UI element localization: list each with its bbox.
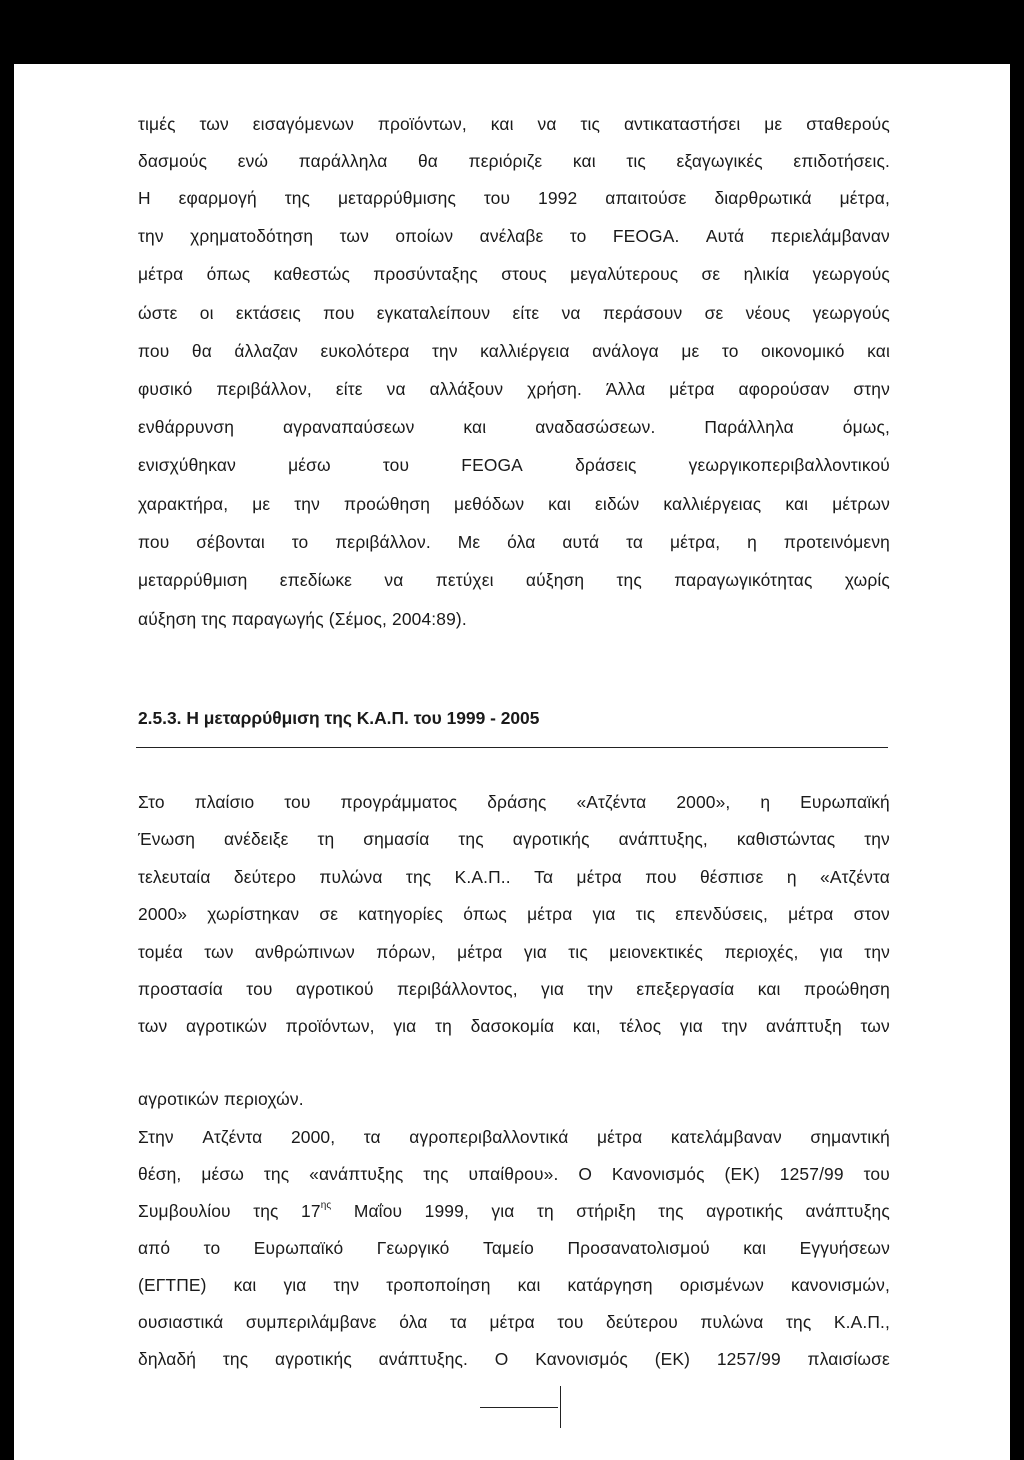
word: δηλαδή <box>138 1349 197 1369</box>
word: μέσω <box>201 1164 244 1184</box>
p4-l3-w4: 1999, <box>424 1201 469 1221</box>
word: δασοκομία <box>470 1016 555 1037</box>
word: εκτάσεις <box>235 302 301 323</box>
word: του <box>246 979 273 999</box>
word: το <box>203 1238 221 1258</box>
paragraph4-line <box>138 1125 890 1149</box>
word: την <box>138 226 164 247</box>
word: μεθόδων <box>454 493 525 514</box>
word: γεωργούς <box>812 264 890 285</box>
word: εξαγωγικές <box>676 151 763 171</box>
word: ευκολότερα <box>320 340 410 361</box>
word: και <box>463 417 487 438</box>
word: μειονεκτικές <box>609 941 704 962</box>
word: 2000, <box>290 1127 336 1147</box>
word: τιμές <box>138 114 176 134</box>
word: χωρίς <box>844 570 890 590</box>
word: και, <box>572 1016 601 1037</box>
paragraph4-rest-line <box>138 1310 890 1334</box>
word: είτε <box>335 379 363 399</box>
p4-l3-day: 17 <box>301 1201 321 1221</box>
p4-l3-w8: της <box>658 1201 684 1221</box>
paragraph3-line <box>138 790 890 814</box>
word: ανέδειξε <box>224 829 289 850</box>
word: των <box>138 1016 168 1037</box>
word: είτε <box>512 302 540 323</box>
word: αναδασώσεων. <box>535 417 656 438</box>
word: σημαντική <box>810 1127 890 1147</box>
paragraph3-line <box>138 940 890 964</box>
word: ενώ <box>237 151 269 171</box>
word: που <box>138 531 170 552</box>
p4-l3-w10: ανάπτυξης <box>805 1201 890 1221</box>
paragraph2-line <box>138 492 890 516</box>
word: το <box>569 226 587 247</box>
word: στην <box>853 379 890 399</box>
footer-dash <box>480 1407 558 1408</box>
word: καλλιέργειας <box>663 493 762 514</box>
word: χαρακτήρα, <box>138 493 229 514</box>
word: που <box>645 866 677 887</box>
word: να <box>384 570 404 590</box>
paragraph2-line <box>138 224 890 248</box>
word: αυτά <box>562 531 600 552</box>
word: μέτρα, <box>669 531 721 552</box>
word: FEOGA. <box>612 226 680 247</box>
word: προγράμματος <box>340 792 458 812</box>
p4-l3-w6: τη <box>536 1201 554 1221</box>
footer-bar <box>560 1386 561 1428</box>
word: αντικαταστήσει <box>623 114 741 134</box>
word: χρήση. <box>527 379 582 399</box>
word: την <box>333 1275 360 1295</box>
word: Ευρωπαϊκή <box>800 792 890 812</box>
word: 2000» <box>138 904 188 925</box>
word: γεωργικοπεριβαλλοντικού <box>688 455 890 476</box>
word: πόρων, <box>376 941 436 962</box>
word: οι <box>199 302 214 323</box>
word: τη <box>317 829 335 850</box>
word: των <box>199 114 229 134</box>
word: για <box>592 904 616 925</box>
word: αλλάξουν <box>429 379 504 399</box>
word: την <box>587 979 614 999</box>
word: τα <box>363 1127 381 1147</box>
paragraph2-line <box>138 339 890 363</box>
word: πλαισίωσε <box>807 1349 890 1369</box>
word: για <box>523 941 547 962</box>
word: ανέλαβε <box>479 226 544 247</box>
word: στον <box>853 904 890 925</box>
word: Με <box>457 531 481 552</box>
word: αγροτικών <box>186 1016 267 1037</box>
word: μέσω <box>288 455 331 476</box>
word: την <box>431 340 458 361</box>
word: και <box>867 340 890 361</box>
word: εφαρμογή <box>178 188 257 208</box>
word: Εγγυήσεων <box>799 1238 890 1258</box>
word: και <box>572 151 596 171</box>
word: χρηματοδότηση <box>190 226 314 247</box>
paragraph3-line <box>138 865 890 889</box>
word: ορισμένων <box>679 1275 764 1295</box>
word: του <box>483 188 511 208</box>
paragraph2-line <box>138 262 890 286</box>
word: Κανονισμός <box>535 1349 628 1369</box>
word: προστασία <box>138 979 223 999</box>
word: «ανάπτυξης <box>309 1164 404 1184</box>
word: με <box>252 493 271 514</box>
word: μέτρα <box>527 904 573 925</box>
paragraph2-line <box>138 530 890 554</box>
word: Γεωργικό <box>376 1238 450 1258</box>
word: τομέα <box>138 941 183 962</box>
word: θα <box>191 340 212 361</box>
word: δεύτερο <box>233 866 297 887</box>
p4-l3-w5: για <box>491 1201 515 1221</box>
word: μέτρων <box>832 493 890 514</box>
word: να <box>537 114 557 134</box>
word: εισαγόμενων <box>252 114 354 134</box>
word: η <box>786 866 797 887</box>
word: αγραναπαύσεων <box>283 417 415 438</box>
word: ενθάρρυνση <box>138 417 235 438</box>
word: ανάλογα <box>592 340 659 361</box>
word: να <box>561 302 581 323</box>
word: σέβονται <box>196 531 265 552</box>
word: Προσανατολισμού <box>567 1238 710 1258</box>
word: επενδύσεις, <box>675 904 768 925</box>
word: Κ.Α.Π.. <box>454 866 511 887</box>
word: Η <box>138 188 151 208</box>
word: περιβάλλον. <box>335 531 431 552</box>
word: τα <box>449 1312 467 1332</box>
word: πυλώνα <box>700 1312 764 1332</box>
paragraph2-line <box>138 186 890 210</box>
word: (ΕΚ) <box>654 1349 691 1369</box>
word: όλα <box>507 531 536 552</box>
word: Κανονισμός <box>611 1164 705 1184</box>
word: για <box>541 979 565 999</box>
paragraph2-line <box>138 453 890 477</box>
word: ανάπτυξης, <box>618 829 708 850</box>
word: Ταμείο <box>482 1238 534 1258</box>
word: χωρίστηκαν <box>207 904 300 925</box>
word: της <box>263 1164 290 1184</box>
word: ειδών <box>595 493 640 514</box>
paragraph-4-line-3 <box>138 1199 890 1223</box>
word: αγροπεριβαλλοντικά <box>409 1127 569 1147</box>
word: θέσπισε <box>699 866 764 887</box>
word: Κ.Α.Π., <box>833 1312 890 1332</box>
word: πυλώνα <box>319 866 383 887</box>
word: σε <box>319 904 339 925</box>
word: μέτρα <box>669 379 715 399</box>
word: προώθηση <box>803 979 890 999</box>
word: γεωργούς <box>812 302 890 323</box>
word: προώθηση <box>343 493 431 514</box>
word: και <box>548 493 572 514</box>
word: των <box>860 1016 890 1037</box>
word: αγροτικής <box>512 829 590 850</box>
p4-l3-ordinal: ης <box>320 1200 332 1211</box>
paragraph4-rest-line <box>138 1236 890 1260</box>
word: καθιστώντας <box>736 829 836 850</box>
paragraph-3-last-line: αγροτικών περιοχών. <box>138 1089 304 1109</box>
word: η <box>760 792 771 812</box>
word: FEOGA <box>461 455 523 476</box>
word: μέτρα <box>138 264 184 285</box>
paragraph2-line <box>138 301 890 325</box>
word: Ένωση <box>138 829 196 850</box>
word: μέτρα <box>576 866 622 887</box>
word: για <box>819 941 843 962</box>
word: κατάργηση <box>567 1275 653 1295</box>
word: της <box>458 829 484 850</box>
word: του <box>557 1312 584 1332</box>
paragraph3-line <box>138 1014 890 1038</box>
word: επεδίωκε <box>279 570 353 590</box>
word: τελευταία <box>138 866 211 887</box>
word: οικονομικό <box>761 340 845 361</box>
word: μέτρα, <box>839 188 890 208</box>
word: της <box>423 1164 449 1184</box>
word: ανάπτυξη <box>766 1016 842 1037</box>
word: νέους <box>745 302 791 323</box>
word: πετύχει <box>435 570 494 590</box>
word: μεταρρύθμισης <box>337 188 457 208</box>
word: ουσιαστικά <box>138 1312 224 1332</box>
word: μεγαλύτερους <box>570 264 679 285</box>
word: Στην <box>138 1127 174 1147</box>
p4-l3-w9: αγροτικής <box>706 1201 784 1221</box>
word: με <box>681 340 700 361</box>
word: μέτρα <box>788 904 834 925</box>
word: «Ατζέντα <box>576 792 647 812</box>
word: για <box>283 1275 307 1295</box>
paragraph-2-last-line: αύξηση της παραγωγής (Σέμος, 2004:89). <box>138 609 467 629</box>
word: 1257/99 <box>779 1164 844 1184</box>
paragraph4-line <box>138 1162 890 1186</box>
word: αύξηση <box>525 570 585 590</box>
word: μέτρα <box>596 1127 643 1147</box>
word: Ευρωπαϊκό <box>253 1238 344 1258</box>
heading-underline <box>136 747 888 748</box>
word: απαιτούσε <box>605 188 687 208</box>
word: συμπεριλάμβανε <box>245 1312 377 1332</box>
paragraph4-rest-line <box>138 1273 890 1297</box>
word: περιόριζε <box>468 151 543 171</box>
word: τροποποίηση <box>386 1275 491 1295</box>
word: Ο <box>494 1349 509 1369</box>
word: κανονισμών, <box>790 1275 890 1295</box>
word: για <box>679 1016 703 1037</box>
paragraph2-line <box>138 415 890 439</box>
word: «Ατζέντα <box>820 866 890 887</box>
word: περιελάμβαναν <box>770 226 890 247</box>
word: δασμούς <box>138 151 208 171</box>
word: της <box>616 570 642 590</box>
word: περάσουν <box>602 302 683 323</box>
word: δεύτερου <box>606 1312 678 1332</box>
word: η <box>747 531 757 552</box>
word: καθεστώς <box>273 264 351 285</box>
paragraph4-rest-line <box>138 1347 890 1371</box>
word: φυσικό <box>138 379 193 399</box>
word: και <box>517 1275 541 1295</box>
paragraph1-line <box>138 149 890 173</box>
word: και <box>743 1238 767 1258</box>
word: προϊόντων, <box>285 1016 375 1037</box>
word: ανάπτυξης. <box>378 1349 469 1369</box>
word: Τα <box>534 866 554 887</box>
word: επεξεργασία <box>636 979 735 999</box>
word: της <box>405 866 432 887</box>
word: μέτρα <box>457 941 503 962</box>
word: αφορούσαν <box>738 379 830 399</box>
word: κατελάμβαναν <box>670 1127 782 1147</box>
p4-l3-w3: Μαΐου <box>353 1201 403 1221</box>
paragraph2-line <box>138 568 890 592</box>
word: της <box>222 1349 249 1369</box>
word: κατηγορίες <box>358 904 444 925</box>
word: προϊόντων, <box>377 114 467 134</box>
word: εγκαταλείπουν <box>376 302 491 323</box>
word: που <box>323 302 355 323</box>
word: και <box>233 1275 257 1295</box>
word: δράσεις <box>575 455 637 476</box>
word: σημασία <box>363 829 430 850</box>
word: άλλαζαν <box>234 340 298 361</box>
word: σε <box>704 302 724 323</box>
word: της <box>284 188 311 208</box>
word: και <box>757 979 781 999</box>
word: Αυτά <box>705 226 745 247</box>
word: προτεινόμενη <box>783 531 890 552</box>
word: περιβάλλον, <box>216 379 312 399</box>
word: ώστε <box>138 302 178 323</box>
word: περιβάλλοντος, <box>397 979 518 999</box>
word: αγροτικής <box>275 1349 352 1369</box>
paragraph3-line <box>138 827 890 851</box>
word: τις <box>580 114 601 134</box>
word: τις <box>626 151 646 171</box>
paragraph3-line <box>138 977 890 1001</box>
document-page <box>14 64 1010 1460</box>
paragraph1-line <box>138 112 890 136</box>
word: περιοχές, <box>724 941 799 962</box>
word: υπαίθρου». <box>468 1164 559 1184</box>
word: Παράλληλα <box>704 417 794 438</box>
word: 1992 <box>538 188 578 208</box>
word: τις <box>568 941 588 962</box>
word: Ο <box>578 1164 593 1184</box>
word: Άλλα <box>605 379 646 399</box>
word: όπως <box>463 904 507 925</box>
word: το <box>291 531 309 552</box>
word: και <box>785 493 809 514</box>
word: θα <box>417 151 439 171</box>
word: παράλληλα <box>298 151 388 171</box>
word: με <box>764 114 783 134</box>
word: για <box>393 1016 417 1037</box>
word: 2000», <box>676 792 731 812</box>
paragraph3-line <box>138 902 890 926</box>
word: μεταρρύθμιση <box>138 570 248 590</box>
word: την <box>864 941 890 962</box>
word: ενισχύθηκαν <box>138 455 236 476</box>
word: διαρθρωτικά <box>714 188 812 208</box>
p4-l3-w7: στήριξη <box>576 1201 636 1221</box>
paragraph2-line <box>138 377 890 401</box>
word: παραγωγικότητας <box>674 570 813 590</box>
word: του <box>284 792 311 812</box>
word: επιδοτήσεις. <box>793 151 890 171</box>
word: σε <box>701 264 721 285</box>
word: όπως <box>206 264 251 285</box>
p4-l3-date <box>301 1199 331 1223</box>
word: την <box>864 829 890 850</box>
word: των <box>339 226 369 247</box>
word: μέτρα <box>489 1312 535 1332</box>
word: του <box>382 455 410 476</box>
word: καλλιέργεια <box>480 340 570 361</box>
word: Στο <box>138 792 165 812</box>
word: οποίων <box>395 226 454 247</box>
word: την <box>294 493 320 514</box>
word: να <box>386 379 406 399</box>
word: του <box>863 1164 890 1184</box>
word: (ΕΚ) <box>724 1164 760 1184</box>
p4-l3-w2: της <box>253 1201 279 1221</box>
word: σταθερούς <box>806 114 890 134</box>
word: τη <box>435 1016 452 1037</box>
word: όμως, <box>842 417 890 438</box>
p4-l3-w1: Συμβουλίου <box>138 1201 231 1221</box>
word: αγροτικού <box>295 979 374 999</box>
word: (ΕΓΤΠΕ) <box>138 1275 207 1295</box>
word: πλαίσιο <box>194 792 255 812</box>
word: τα <box>626 531 644 552</box>
word: όλα <box>399 1312 428 1332</box>
word: προσύνταξης <box>373 264 478 285</box>
section-heading: 2.5.3. Η μεταρρύθμιση της Κ.Α.Π. του 1999 - 2005 <box>138 708 540 728</box>
word: ανθρώπινων <box>254 941 355 962</box>
word: των <box>204 941 234 962</box>
word: που <box>138 340 170 361</box>
word: στους <box>501 264 547 285</box>
word: δράσης <box>487 792 547 812</box>
word: τις <box>635 904 656 925</box>
word: Ατζέντα <box>202 1127 263 1147</box>
word: και <box>490 114 514 134</box>
word: ηλικία <box>743 264 790 285</box>
word: της <box>786 1312 812 1332</box>
word: από <box>138 1238 171 1258</box>
word: θέση, <box>138 1164 182 1184</box>
word: το <box>721 340 739 361</box>
word: τέλος <box>619 1016 662 1037</box>
word: την <box>721 1016 748 1037</box>
word: 1257/99 <box>716 1349 781 1369</box>
